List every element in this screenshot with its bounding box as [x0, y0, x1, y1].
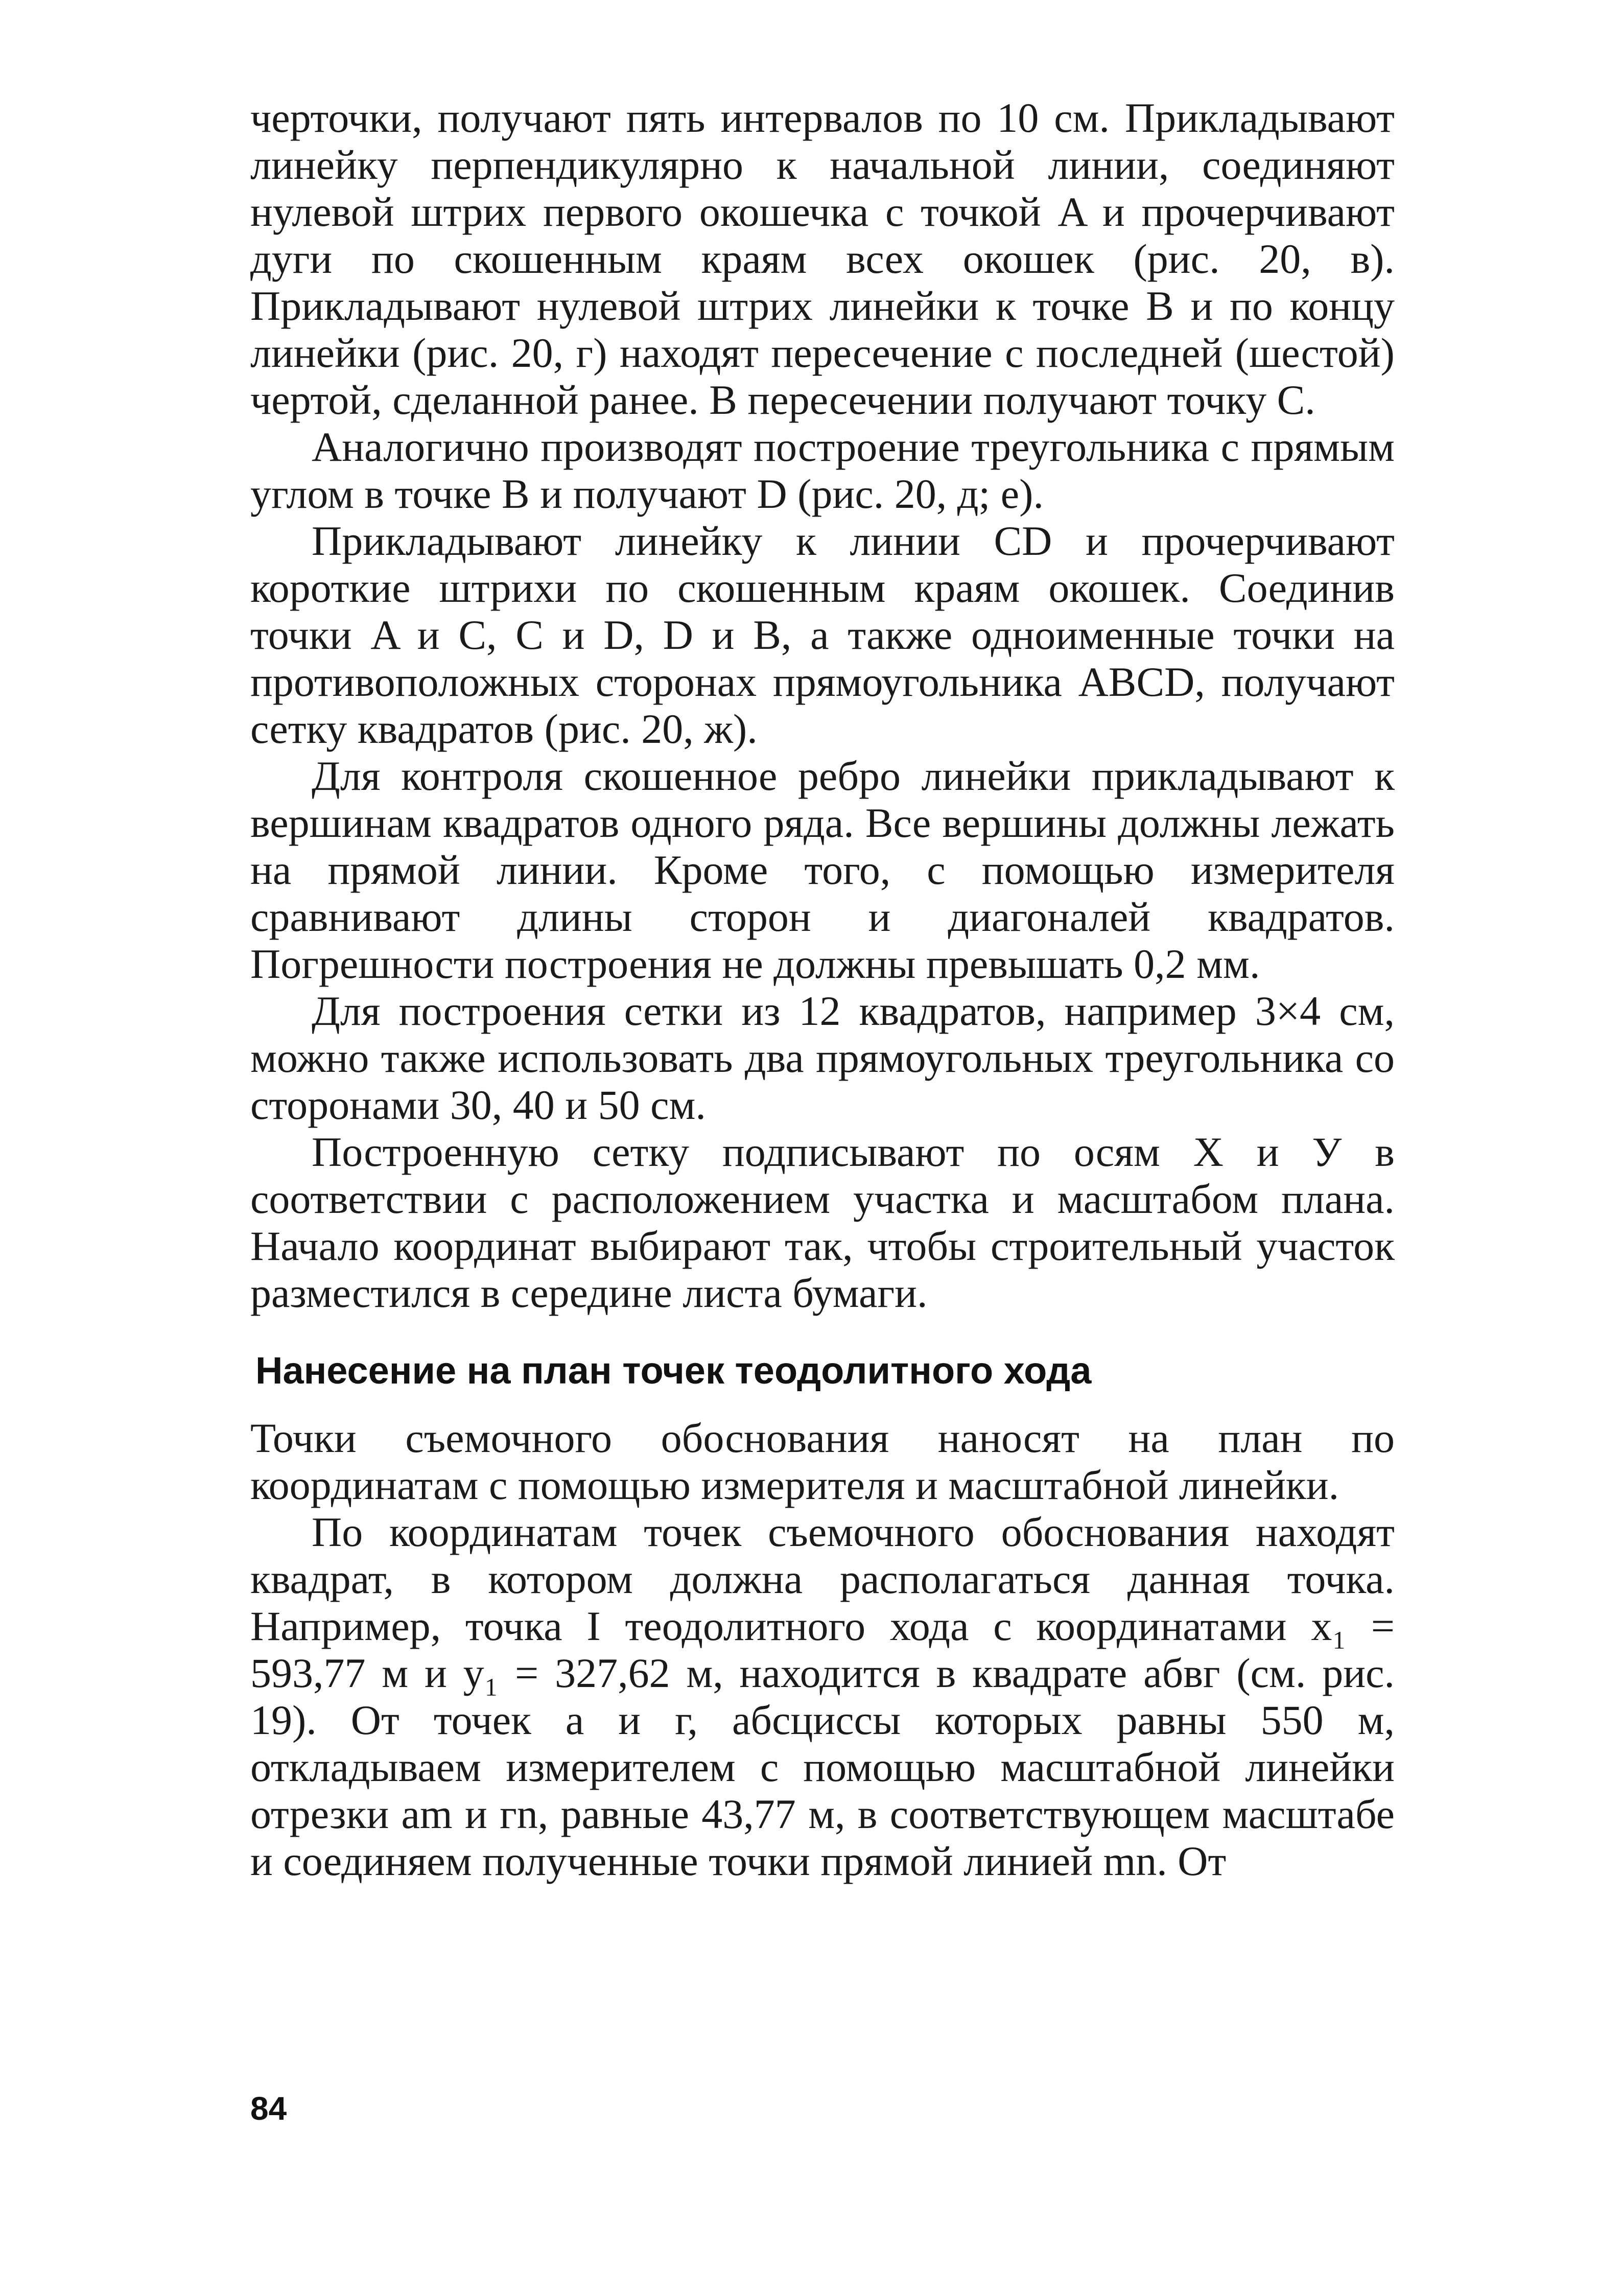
- paragraph-6: Построенную сетку подписывают по осям X и У в соответствии с расположением участка и масштабом плана. Начало координат выбирают так, чтобы строительный участок разместился в середине листа бумаги.: [250, 1129, 1395, 1316]
- paragraph-8: По координатам точек съемочного обоснования находят квадрат, в котором должна располагаться данная точка. Например, точка I теодолитного хода с координатами x₁ = 593,77 м и y₁ = 327,62 м, находится в квадрате абвг (см. рис. 19). От точек а и г, абсциссы которых равны 550 м, откладываем измерителем с помощью масштабной линейки отрезки am и гn, равные 43,77 м, в соответствующем масштабе и соединяем полученные точки прямой линией mn. От: [250, 1509, 1395, 1884]
- section-heading: Нанесение на план точек теодолитного хода: [255, 1349, 1092, 1392]
- page-number: 84: [250, 2090, 287, 2127]
- paragraph-3: Прикладывают линейку к линии CD и прочерчивают короткие штрихи по скошенным краям окошек. Соединив точки A и C, C и D, D и B, а также одноименные точки на противоположных сторонах прямоугольника ABCD, получают сетку квадратов (рис. 20, ж).: [250, 518, 1395, 752]
- paragraph-2: Аналогично производят построение треугольника с прямым углом в точке B и получают D (рис. 20, д; е).: [250, 424, 1395, 517]
- paragraph-5: Для построения сетки из 12 квадратов, например 3×4 см, можно также использовать два прямоугольных треугольника со сторонами 30, 40 и 50 см.: [250, 988, 1395, 1128]
- paragraph-4: Для контроля скошенное ребро линейки прикладывают к вершинам квадратов одного ряда. Все вершины должны лежать на прямой линии. Кроме того, с помощью измерителя сравнивают длины сторон и диагоналей квадратов. Погрешности построения не должны превышать 0,2 мм.: [250, 753, 1395, 987]
- body-text: [250, 95, 1395, 1885]
- paragraph-1: черточки, получают пять интервалов по 10 см. Прикладывают линейку перпендикулярно к начальной линии, соединяют нулевой штрих первого окошечка с точкой A и прочерчивают дуги по скошенным краям всех окошек (рис. 20, в). Прикладывают нулевой штрих линейки к точке B и по концу линейки (рис. 20, г) находят пересечение с последней (шестой) чертой, сделанной ранее. В пересечении получают точку C.: [250, 95, 1395, 423]
- paragraph-7: Точки съемочного обоснования наносят на план по координатам с помощью измерителя и масштабной линейки.: [250, 1415, 1395, 1508]
